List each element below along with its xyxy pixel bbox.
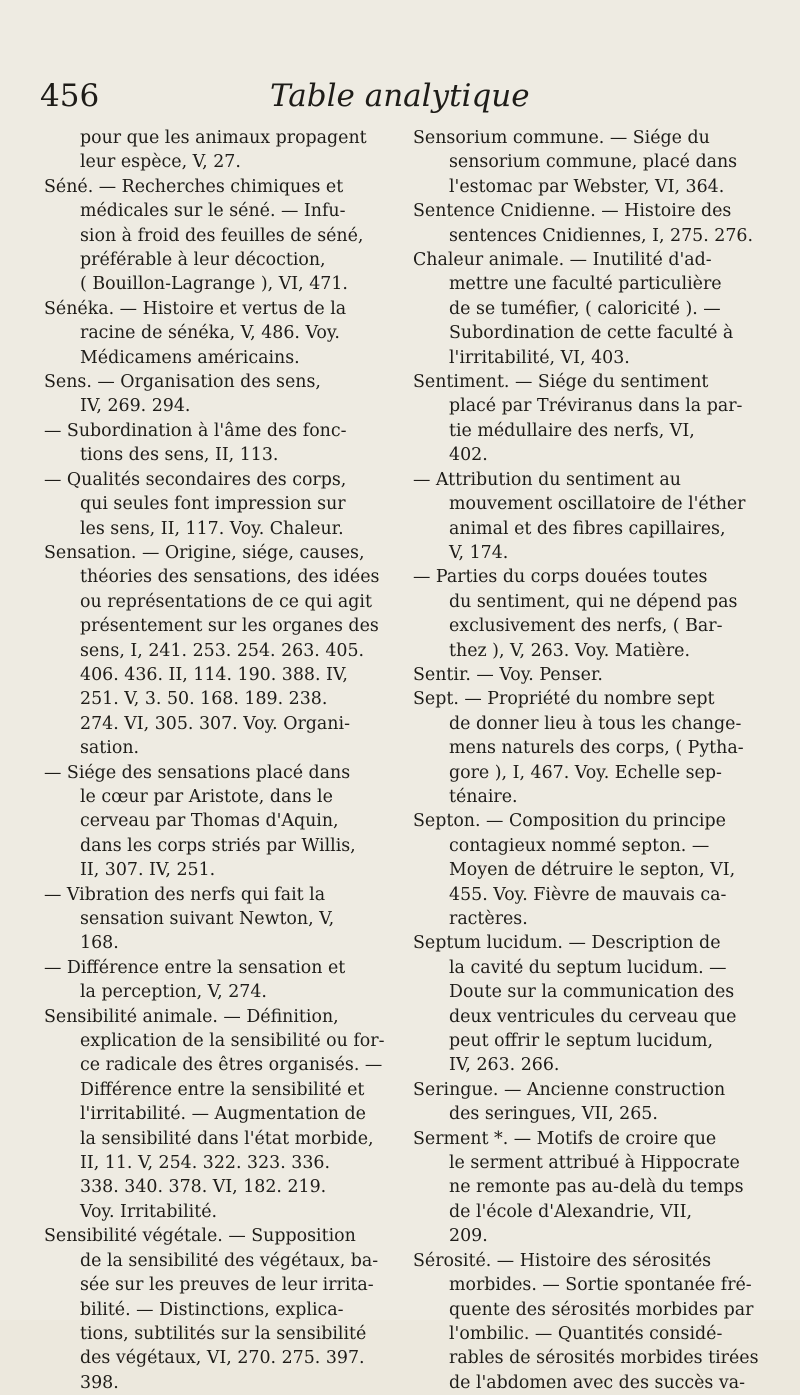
entry-line: Sentiment. — Siége du sentiment [413,372,709,393]
entry-line: animal et des fibres capillaires, [449,518,726,539]
index-entry [44,541,404,761]
index-entry [44,956,404,1005]
entry-line: Médicamens américains. [80,347,300,368]
entry-line: Sentir. — Voy. Penser. [413,664,603,685]
entry-line: du sentiment, qui ne dépend pas [449,591,738,612]
entry-line: 455. Voy. Fièvre de mauvais ca- [449,884,727,905]
index-entry [44,370,404,419]
entry-line: Sens. — Organisation des sens, [44,372,321,393]
entry-line: quente des sérosités morbides par [449,1299,754,1320]
right-column [413,126,785,1395]
entry-line: leur espèce, V, 27. [80,152,241,173]
entry-line: 209. [449,1226,488,1247]
entry-line: sensation suivant Newton, V, [80,909,335,929]
entry-line: 274. VI, 305. 307. Voy. Organi- [80,713,350,734]
page-header [40,78,770,118]
index-entry [413,126,785,199]
entry-line: ne remonte pas au-delà du temps [449,1177,744,1198]
entry-line: 251. V, 3. 50. 168. 189. 238. [80,689,328,710]
index-entry [44,761,404,883]
entry-line: ractères. [449,909,528,929]
entry-line: Seringue. — Ancienne construction [413,1079,726,1100]
entry-line: IV, 269. 294. [80,396,191,417]
entry-line: Sérosité. — Histoire des sérosités [413,1250,712,1271]
index-entry [413,1127,785,1249]
index-entry [413,663,785,687]
entry-line: de se tuméfier, ( caloricité ). — [449,298,721,319]
entry-line: l'irritabilité, VI, 403. [449,347,630,368]
index-entry [44,126,404,175]
page-number: 456 [40,78,100,114]
entry-line: rables de sérosités morbides tirées [449,1348,759,1369]
index-entry [413,199,785,248]
entry-line: IV, 263. 266. [449,1055,560,1076]
entry-line: Doute sur la communication des [449,982,735,1003]
entry-line: la sensibilité dans l'état morbide, [80,1128,374,1149]
entry-line: — Parties du corps douées toutes [413,567,708,588]
running-title: Table analytique [270,78,530,114]
entry-line: l'estomac par Webster, VI, 364. [449,176,725,197]
entry-line: dans les corps striés par Willis, [80,835,356,856]
entry-line: mens naturels des corps, ( Pytha- [449,738,744,759]
entry-line: ténaire. [449,786,518,807]
entry-line: — Différence entre la sensation et [44,957,346,978]
entry-line: pour que les animaux propagent [80,128,367,148]
index-entry [44,1005,404,1225]
entry-line: des végétaux, VI, 270. 275. 397. [80,1348,365,1369]
entry-line: thez ), V, 263. Voy. Matière. [449,640,690,661]
entry-line: Moyen de détruire le septon, VI, [449,860,736,881]
entry-line: de la sensibilité des végétaux, ba- [80,1250,379,1271]
entry-line: — Qualités secondaires des corps, [44,469,347,490]
entry-line: tie médullaire des nerfs, VI, [449,420,695,441]
index-entry [413,468,785,566]
entry-line: ou représentations de ce qui agit [80,591,372,612]
entry-line: Séné. — Recherches chimiques et [44,176,344,197]
entry-line: deux ventricules du cerveau que [449,1006,737,1027]
index-entry [44,883,404,956]
entry-line: la cavité du septum lucidum. — [449,957,727,978]
entry-line: préférable à leur décoction, [80,250,326,271]
entry-line: 168. [80,933,119,954]
entry-line: mettre une faculté particulière [449,274,722,295]
entry-line: 402. [449,445,488,466]
entry-line: tions, subtilités sur la sensibilité [80,1323,367,1344]
entry-line: V, 174. [449,542,509,563]
entry-line: 338. 340. 378. VI, 182. 219. [80,1177,327,1198]
entry-line: théories des sensations, des idées [80,567,380,588]
entry-line: Sensibilité animale. — Définition, [44,1006,339,1027]
entry-line: — Siége des sensations placé dans [44,762,351,783]
entry-line: mouvement oscillatoire de l'éther [449,494,746,515]
entry-line: — Subordination à l'âme des fonc- [44,420,347,441]
entry-line: de donner lieu à tous les change- [449,713,742,734]
entry-line: sée sur les preuves de leur irrita- [80,1275,374,1296]
entry-line: placé par Tréviranus dans la par- [449,396,743,417]
entry-line: peut offrir le septum lucidum, [449,1031,714,1052]
entry-line: la perception, V, 274. [80,982,267,1003]
index-entry [413,1078,785,1127]
entry-line: sens, I, 241. 253. 254. 263. 405. [80,640,365,661]
index-entry [413,370,785,468]
entry-line: de l'école d'Alexandrie, VII, [449,1201,693,1222]
entry-line: sentences Cnidiennes, I, 275. 276. [449,225,754,246]
entry-line: Sentence Cnidienne. — Histoire des [413,201,732,222]
entry-line: explication de la sensibilité ou for- [80,1031,385,1052]
index-entry [413,809,785,931]
entry-line: gore ), I, 467. Voy. Echelle sep- [449,762,722,783]
entry-line: II, 307. IV, 251. [80,860,216,881]
entry-line: Sept. — Propriété du nombre sept [413,689,715,710]
entry-line: 398. [80,1372,119,1393]
entry-line: Chaleur animale. — Inutilité d'ad- [413,250,712,271]
entry-line: des seringues, VII, 265. [449,1104,658,1125]
entry-line: 406. 436. II, 114. 190. 388. IV, [80,664,348,685]
entry-line: Sensibilité végétale. — Supposition [44,1226,356,1247]
entry-line: l'irritabilité. — Augmentation de [80,1104,366,1125]
entry-line: Sensation. — Origine, siége, causes, [44,542,365,563]
index-entry [413,1249,785,1395]
index-entry [44,419,404,468]
entry-line: Subordination de cette faculté à [449,323,734,344]
index-entry [413,931,785,1077]
entry-line: tions des sens, II, 113. [80,445,279,466]
entry-line: ce radicale des êtres organisés. — [80,1055,383,1076]
entry-line: cerveau par Thomas d'Aquin, [80,811,339,832]
entry-line: de l'abdomen avec des succès va- [449,1372,745,1393]
entry-line: Serment *. — Motifs de croire que [413,1128,717,1149]
entry-line: contagieux nommé septon. — [449,835,710,856]
entry-line: Différence entre la sensibilité et [80,1079,365,1100]
entry-line: Sensorium commune. — Siége du [413,128,710,148]
index-entry [44,297,404,370]
index-entry [44,1224,404,1395]
entry-line: — Vibration des nerfs qui fait la [44,884,326,905]
entry-line: Sénéka. — Histoire et vertus de la [44,298,347,319]
entry-line: Voy. Irritabilité. [80,1201,218,1222]
entry-line: médicales sur le séné. — Infu- [80,201,346,222]
entry-line: racine de sénéka, V, 486. Voy. [80,323,340,344]
entry-line: Septum lucidum. — Description de [413,933,721,954]
index-entry [413,248,785,370]
index-entry [413,687,785,809]
entry-line: le serment attribué à Hippocrate [449,1153,740,1174]
entry-line: sensorium commune, placé dans [449,152,738,173]
entry-line: II, 11. V, 254. 322. 323. 336. [80,1153,331,1174]
entry-line: l'ombilic. — Quantités considé- [449,1323,723,1344]
entry-line: qui seules font impression sur [80,494,346,515]
index-entry [44,175,404,297]
entry-line: présentement sur les organes des [80,616,379,637]
entry-line: sion à froid des feuilles de séné, [80,225,364,246]
left-column [44,126,404,1395]
index-entry [44,468,404,541]
entry-line: ( Bouillon-Lagrange ), VI, 471. [80,274,348,295]
entry-line: Septon. — Composition du principe [413,811,726,832]
entry-line: exclusivement des nerfs, ( Bar- [449,616,723,637]
entry-line: morbides. — Sortie spontanée fré- [449,1275,752,1296]
entry-line: bilité. — Distinctions, explica- [80,1299,344,1320]
entry-line: le cœur par Aristote, dans le [80,786,333,807]
entry-line: les sens, II, 117. Voy. Chaleur. [80,518,344,539]
entry-line: — Attribution du sentiment au [413,469,682,490]
index-entry [413,565,785,663]
entry-line: sation. [80,738,140,759]
